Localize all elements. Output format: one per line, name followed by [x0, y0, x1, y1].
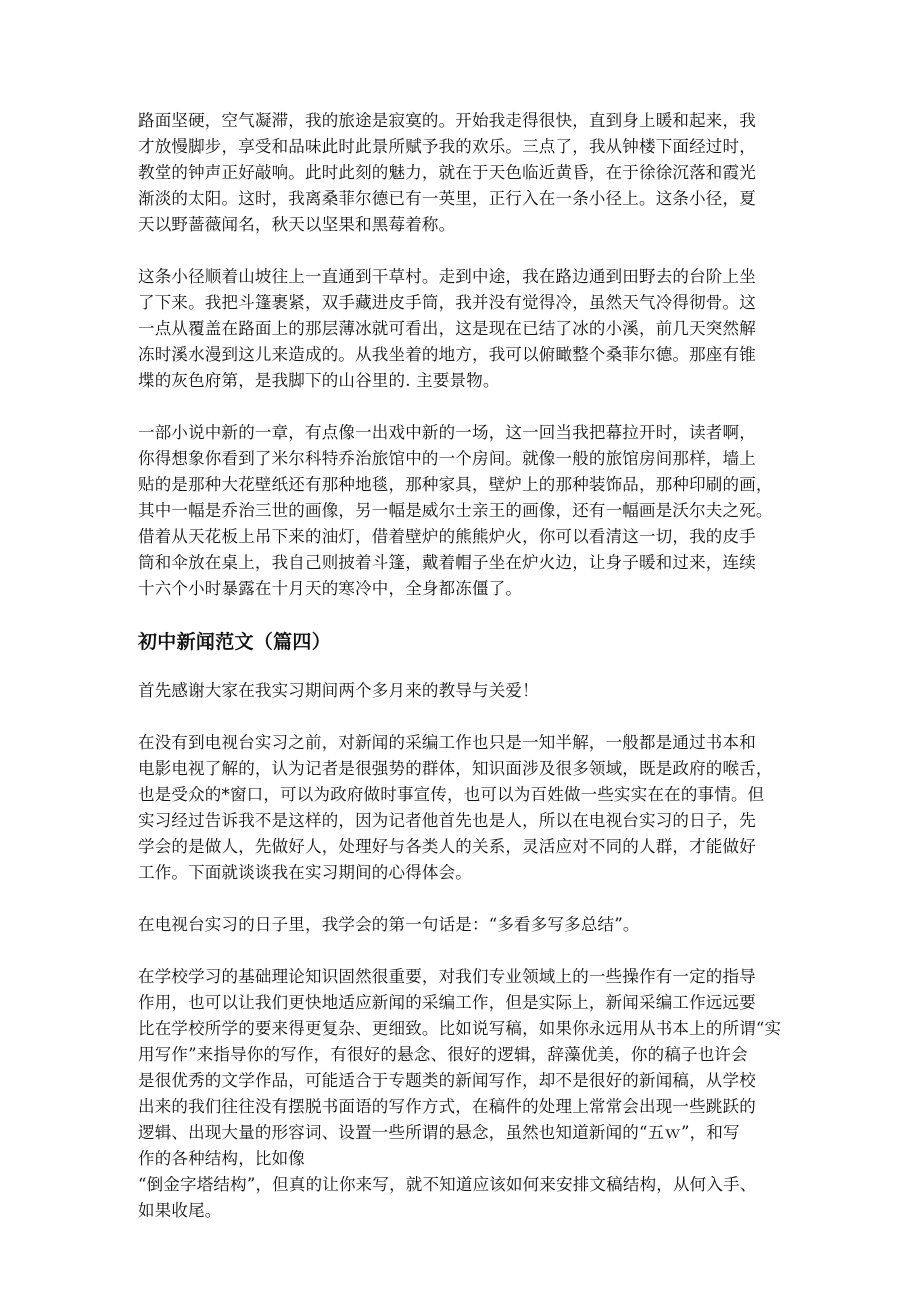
paragraph-3 [138, 420, 788, 602]
text-line: 比在学校所学的要来得更复杂、更细致。比如说写稿，如果你永远用从书本上的所谓“实 [138, 1019, 782, 1038]
text-line: 电影电视了解的，认为记者是很强势的群体，知识面涉及很多领域，既是政府的喉舌， [138, 759, 773, 778]
document-body [138, 108, 788, 1250]
text-line: 教堂的钟声正好敲响。此时此刻的魅力，就在于天色临近黄昏，在于徐徐沉落和霞光 [138, 163, 756, 182]
text-line: 出来的我们往往没有摆脱书面语的写作方式，在稿件的处理上常常会出现一些跳跃的 [138, 1097, 756, 1116]
text-line: 贴的是那种大花壁纸还有那种地毯，那种家具，壁炉上的那种装饰品，那种印刷的画， [138, 475, 773, 494]
text-line: 路面坚硬，空气凝滞，我的旅途是寂寞的。开始我走得很快，直到身上暖和起来，我 [138, 111, 756, 130]
text-line: 一部小说中新的一章，有点像一出戏中新的一场，这一回当我把幕拉开时，读者啊， [138, 423, 756, 442]
text-line: 这条小径顺着山坡往上一直通到干草村。走到中途，我在路边通到田野去的台阶上坐 [138, 267, 756, 286]
text-line: 冻时溪水漫到这儿来造成的。从我坐着的地方，我可以俯瞰整个桑菲尔德。那座有锥 [138, 345, 756, 364]
text-line: 十六个小时暴露在十月天的寒冷中，全身都冻僵了。 [138, 579, 523, 598]
text-line: 用写作”来指导你的写作，有很好的悬念、很好的逻辑，辞藻优美，你的稿子也许会 [138, 1045, 748, 1064]
text-line: 一点从覆盖在路面上的那层薄冰就可看出，这是现在已结了冰的小溪，前几天突然解 [138, 319, 756, 338]
paragraph-5 [138, 730, 788, 886]
text-line: 作用，也可以让我们更快地适应新闻的采编工作，但是实际上，新闻采编工作远远要 [138, 993, 756, 1012]
paragraph-6 [138, 912, 788, 938]
text-line: 在没有到电视台实习之前，对新闻的采编工作也只是一知半解，一般都是通过书本和 [138, 733, 756, 752]
text-line: 天以野蔷薇闻名，秋天以坚果和黑莓着称。 [138, 215, 456, 234]
text-line: 是很优秀的文学作品，可能适合于专题类的新闻写作，却不是很好的新闻稿，从学校 [138, 1071, 756, 1090]
text-line: 渐淡的太阳。这时，我离桑菲尔德已有一英里，正行入在一条小径上。这条小径，夏 [138, 189, 756, 208]
text-line: “倒金字塔结构”，但真的让你来写，就不知道应该如何来安排文稿结构，从何入手、 [138, 1175, 757, 1194]
text-line: 在学校学习的基础理论知识固然很重要，对我们专业领域上的一些操作有一定的指导 [138, 967, 756, 986]
text-line: 工作。下面就谈谈我在实习期间的心得体会。 [138, 863, 472, 882]
text-line: 实习经过告诉我不是这样的，因为记者他首先也是人，所以在电视台实习的日子，先 [138, 811, 756, 830]
text-line: 如果收尾。 [138, 1201, 222, 1220]
text-line: 借着从天花板上吊下来的油灯，借着壁炉的熊熊炉火，你可以看清这一切，我的皮手 [138, 527, 756, 546]
paragraph-1 [138, 108, 788, 238]
paragraph-7 [138, 964, 788, 1224]
text-line: 你得想象你看到了米尔科特乔治旅馆中的一个房间。就像一般的旅馆房间那样，墙上 [138, 449, 756, 468]
text-line: 学会的是做人，先做好人，处理好与各类人的关系，灵活应对不同的人群，才能做好 [138, 837, 756, 856]
text-line: 在电视台实习的日子里，我学会的第一句话是：“多看多写多总结”。 [138, 915, 640, 934]
paragraph-2 [138, 264, 788, 394]
text-line: 了下来。我把斗篷裹紧，双手藏进皮手筒，我并没有觉得冷，虽然天气冷得彻骨。这 [138, 293, 756, 312]
text-line: 也是受众的*窗口，可以为政府做时事宣传，也可以为百姓做一些实实在在的事情。但 [138, 785, 765, 804]
text-line: 堞的灰色府第，是我脚下的山谷里的. 主要景物。 [138, 371, 500, 390]
text-line: 逻辑、出现大量的形容词、设置一些所谓的悬念，虽然也知道新闻的“五ｗ”，和写 [138, 1123, 740, 1142]
text-line: 作的各种结构，比如像 [138, 1149, 305, 1168]
paragraph-4 [138, 678, 788, 704]
text-line: 其中一幅是乔治三世的画像，另一幅是威尔士亲王的画像，还有一幅画是沃尔夫之死。 [138, 501, 773, 520]
section-heading: 初中新闻范文（篇四） [138, 631, 332, 653]
text-line: 筒和伞放在桌上，我自己则披着斗篷，戴着帽子坐在炉火边，让身子暖和过来，连续 [138, 553, 756, 572]
text-line: 才放慢脚步，享受和品味此时此景所赋予我的欢乐。三点了，我从钟楼下面经过时， [138, 137, 756, 156]
text-line: 首先感谢大家在我实习期间两个多月来的教导与关爱！ [138, 681, 539, 700]
